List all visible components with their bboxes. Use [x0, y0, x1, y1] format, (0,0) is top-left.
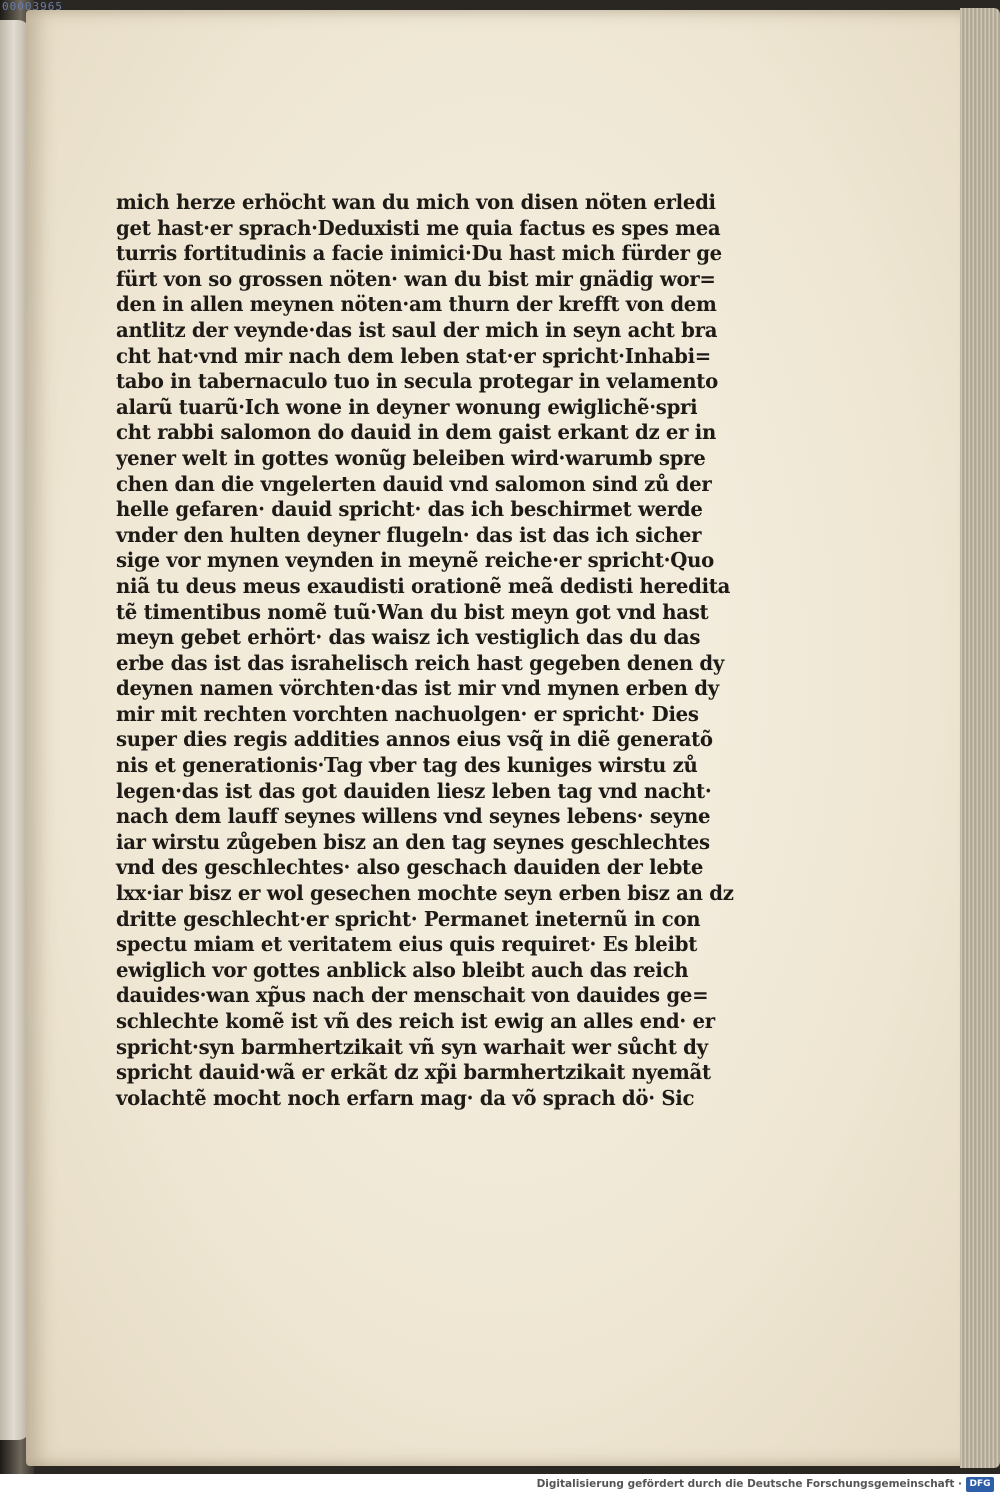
scan-id-mark: 00003965: [2, 0, 63, 13]
text-line: dauides·wan xp̃us nach der menschait von dauides ge=: [116, 983, 709, 1008]
dfg-logo-icon: DFG: [966, 1477, 994, 1492]
text-line: antlitz der veynde·das ist saul der mich in seyn acht bra: [116, 317, 718, 342]
text-line: super dies regis addities annos eius vsq̃ in diẽ generatõ: [116, 727, 713, 752]
text-line: spectu miam et veritatem eius quis requiret· Es bleibt: [116, 932, 698, 957]
text-line: deynen namen vörchten·das ist mir vnd mynen erben dy: [116, 676, 719, 701]
text-line: turris fortitudinis a facie inimici·Du hast mich fürder ge: [116, 241, 722, 266]
text-line: get hast·er sprach·Deduxisti me quia factus es spes mea: [116, 215, 721, 240]
text-line: spricht dauid·wã er erkãt dz xp̃i barmhertzikait nyemãt: [116, 1060, 711, 1085]
text-line: helle gefaren· dauid spricht· das ich beschirmet werde: [116, 497, 703, 522]
text-line: fürt von so grossen nöten· wan du bist mir gnädig wor=: [116, 266, 716, 291]
page-text-block: [116, 190, 756, 1111]
text-line: sige vor mynen veynden in meynẽ reiche·er spricht·Quo: [116, 548, 714, 573]
text-line: vnder den hulten deyner flugeln· das ist das ich sicher: [116, 522, 702, 547]
text-line: legen·das ist das got dauiden liesz leben tag vnd nacht·: [116, 778, 712, 803]
funding-credit: Digitalisierung gefördert durch die Deutsche Forschungsgemeinschaft ·: [536, 1478, 962, 1490]
page-stack-edge: [960, 8, 1000, 1468]
text-line: den in allen meynen nöten·am thurn der krefft von dem: [116, 292, 717, 317]
text-line: erbe das ist das israhelisch reich hast gegeben denen dy: [116, 650, 725, 675]
book-page: [26, 10, 972, 1466]
text-line: niã tu deus meus exaudisti orationẽ meã dedisti heredita: [116, 573, 731, 598]
text-line: dritte geschlecht·er spricht· Permanet ineternũ in con: [116, 906, 701, 931]
text-line: cht hat·vnd mir nach dem leben stat·er spricht·Inhabi=: [116, 343, 711, 368]
text-line: nach dem lauff seynes willens vnd seynes lebens· seyne: [116, 804, 711, 829]
text-line: cht rabbi salomon do dauid in dem gaist erkant dz er in: [116, 420, 716, 445]
text-line: chen dan die vngelerten dauid vnd salomon sind zů der: [116, 471, 712, 496]
text-line: ewiglich vor gottes anblick also bleibt auch das reich: [116, 957, 689, 982]
text-line: vnd des geschlechtes· also geschach dauiden der lebte: [116, 855, 704, 880]
footer-bar: [0, 1474, 1000, 1496]
text-line: volachtẽ mocht noch erfarn mag· da võ sprach dö· Sic: [116, 1085, 695, 1110]
text-line: tẽ timentibus nomẽ tuũ·Wan du bist meyn got vnd hast: [116, 599, 709, 624]
text-line: yener welt in gottes wonũg beleiben wird·warumb spre: [116, 445, 706, 470]
text-line: lxx·iar bisz er wol gesechen mochte seyn erben bisz an dz: [116, 881, 734, 906]
text-line: nis et generationis·Tag vber tag des kuniges wirstu zů: [116, 753, 698, 778]
text-line: schlechte komẽ ist vñ des reich ist ewig an alles end· er: [116, 1009, 715, 1033]
text-line: iar wirstu zůgeben bisz an den tag seynes geschlechtes: [116, 829, 710, 854]
text-line: alarũ tuarũ·Ich wone in deyner wonung ewiglichẽ·spri: [116, 394, 698, 419]
text-line: meyn gebet erhört· das waisz ich vestiglich das du das: [116, 625, 701, 650]
text-line: spricht·syn barmhertzikait vñ syn warhait wer sůcht dy: [116, 1034, 708, 1059]
text-line: mir mit rechten vorchten nachuolgen· er spricht· Dies: [116, 701, 699, 726]
text-line: mich herze erhöcht wan du mich von disen nöten erledi: [116, 190, 716, 214]
text-line: tabo in tabernaculo tuo in secula protegar in velamento: [116, 369, 718, 394]
